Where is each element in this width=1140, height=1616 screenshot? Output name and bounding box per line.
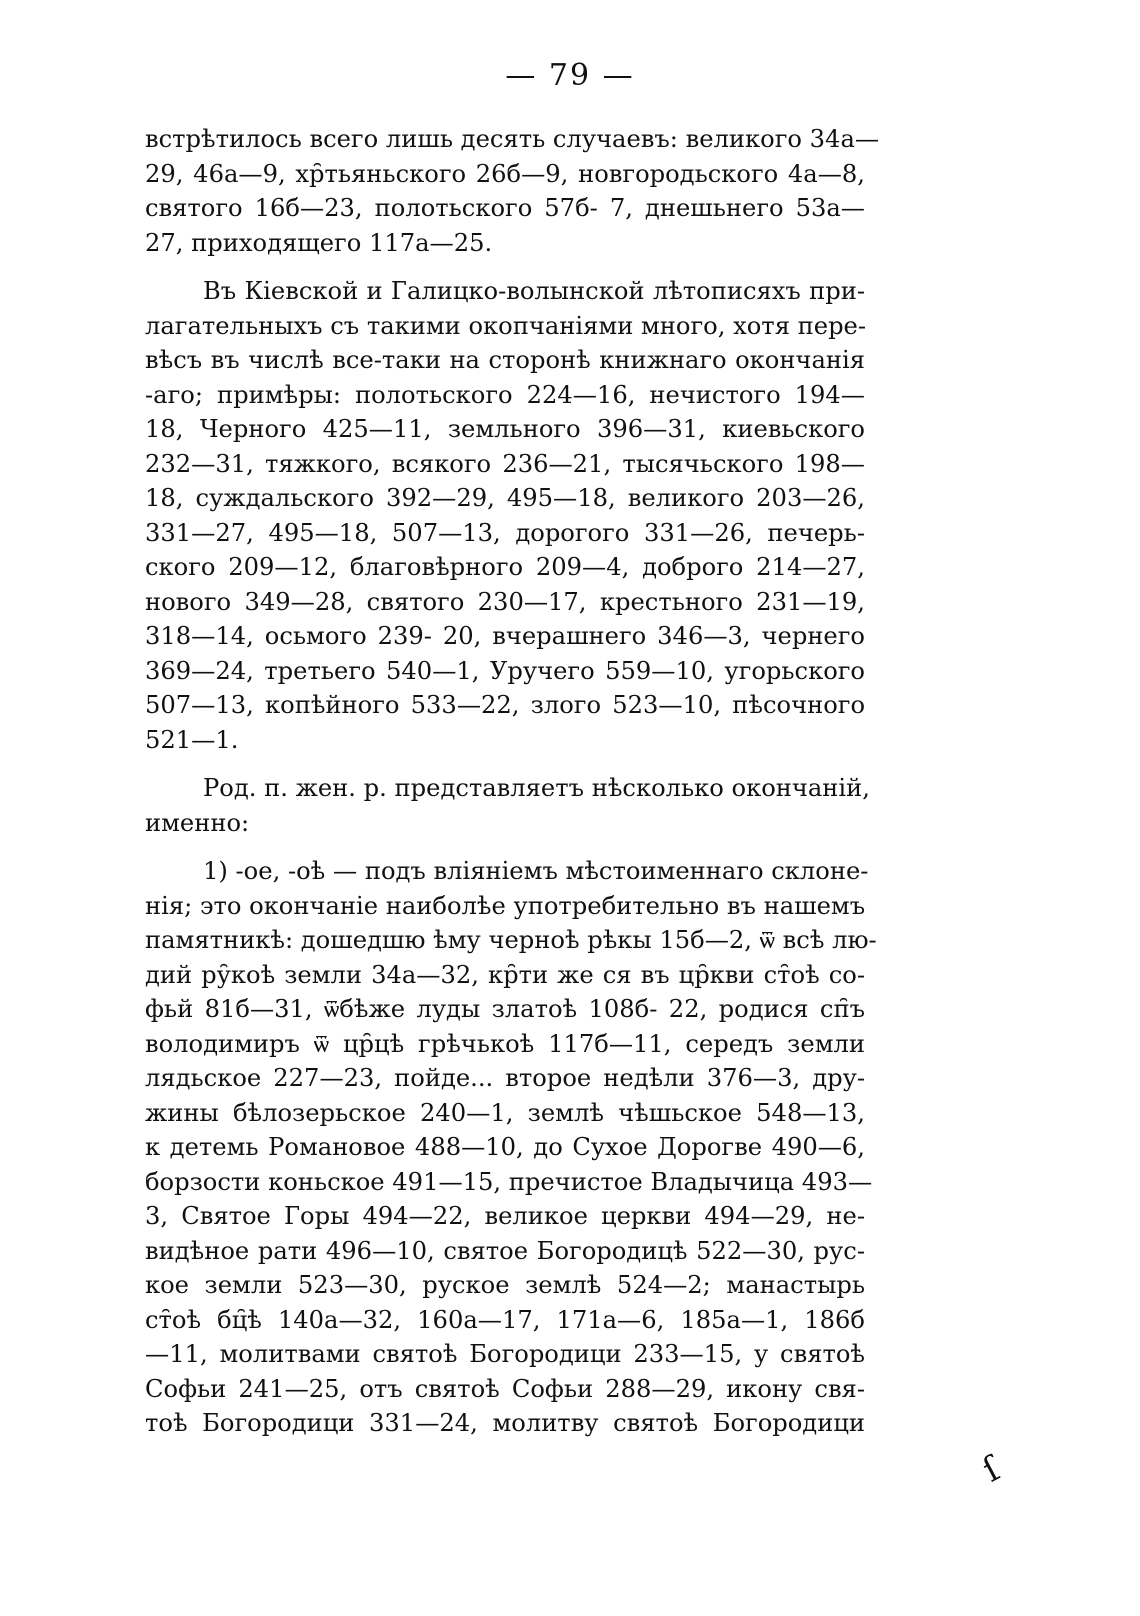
paragraph-1 (145, 122, 880, 260)
text-line: нового 349—28, святого 230—17, крестьного 231—19, (145, 587, 865, 616)
text-line: дий ру̑коѣ земли 34а—32, кр̑ти же ся въ цр̑кви ст̑оѣ со- (145, 960, 865, 989)
text-line: —11, молитвами святоѣ Богородици 233—15, у святоѣ (145, 1340, 865, 1368)
paragraph-4 (145, 854, 877, 1441)
text-line: 1) -ое, -оѣ — подъ вліяніемъ мѣстоименнаго склоне- (203, 857, 869, 885)
text-line: 3, Святое Горы 494—22, великое церкви 494—29, не- (145, 1202, 865, 1230)
paragraph-2 (145, 274, 865, 757)
body-text (145, 122, 880, 1441)
paragraph-3 (145, 771, 870, 840)
page-number: — 79 — (505, 58, 635, 93)
text-line: 18, суждальского 392—29, 495—18, великого 203—26, (145, 484, 865, 512)
text-line: жины бѣлозерьское 240—1, землѣ чѣшьское 548—13, (145, 1098, 865, 1127)
text-line: 331—27, 495—18, 507—13, дорогого 331—26, печерь- (145, 518, 865, 547)
text-line: лядьское 227—23, пойде... второе недѣли 376—3, дру- (145, 1064, 865, 1092)
text-line: памятникѣ: дошедшю ѣму черноѣ рѣкы 15б—2, ѿ всѣ лю- (145, 926, 877, 954)
text-line: святого 16б—23, полотьского 57б- 7, днешьнего 53а— (145, 194, 865, 222)
text-line: вѣсъ въ числѣ все-таки на сторонѣ книжнаго окончанія (145, 346, 865, 374)
text-line: тоѣ Богородици 331—24, молитву святоѣ Богородици (145, 1409, 865, 1437)
text-line: фьй 81б—31, ѿбѣже луды златоѣ 108б- 22, родися сп̑ъ (145, 995, 865, 1023)
text-line: кое земли 523—30, руское землѣ 524—2; манастырь (145, 1271, 865, 1299)
text-line: 27, приходящего 117а—25. (145, 228, 493, 257)
text-line: Въ Кіевской и Галицко-волынской лѣтописяхъ при- (203, 277, 865, 305)
text-line: -аго; примѣры: полотьского 224—16, нечистого 194— (145, 380, 865, 409)
text-line: ского 209—12, благовѣрного 209—4, доброго 214—27, (145, 553, 865, 581)
text-line: борзости коньское 491—15, пречистое Владычица 493— (145, 1167, 873, 1196)
text-line: нія; это окончаніе наиболѣе употребительно въ нашемъ (145, 891, 866, 920)
text-line: видѣное рати 496—10, святое Богородицѣ 522—30, рус- (145, 1236, 865, 1265)
text-line: володимиръ ѿ цр̑цѣ грѣчькоѣ 117б—11, середъ земли (145, 1029, 865, 1058)
text-line: 232—31, тяжкого, всякого 236—21, тысячьского 198— (145, 449, 865, 478)
text-line: 507—13, копѣйного 533—22, злого 523—10, пѣсочного (145, 691, 865, 719)
text-line: 521—1. (145, 725, 239, 754)
text-line: к детемь Романовое 488—10, до Сухое Дорогве 490—6, (145, 1133, 865, 1161)
margin-mark-icon: ſ (976, 1449, 1007, 1491)
text-line: 29, 46а—9, хр̑тьяньского 26б—9, новгородьского 4а—8, (145, 159, 865, 188)
text-line: Софьи 241—25, отъ святоѣ Софьи 288—29, икону свя- (145, 1374, 865, 1403)
text-line: Род. п. жен. р. представляетъ нѣсколько окончаній, (203, 774, 870, 802)
text-line: лагательныхъ съ такими окопчаніями много, хотя пере- (145, 311, 867, 340)
text-line: именно: (145, 808, 250, 837)
text-line: встрѣтилось всего лишь десять случаевъ: великого 34а— (145, 125, 880, 153)
text-line: 369—24, третьего 540—1, Уручего 559—10, угорьского (145, 656, 865, 685)
text-line: ст̑оѣ бц̑ѣ 140а—32, 160а—17, 171а—6, 185а—1, 186б (145, 1305, 865, 1334)
text-line: 18, Черного 425—11, земльного 396—31, киевьского (145, 415, 865, 443)
text-line: 318—14, осьмого 239- 20, вчерашнего 346—3, чернего (145, 622, 865, 650)
